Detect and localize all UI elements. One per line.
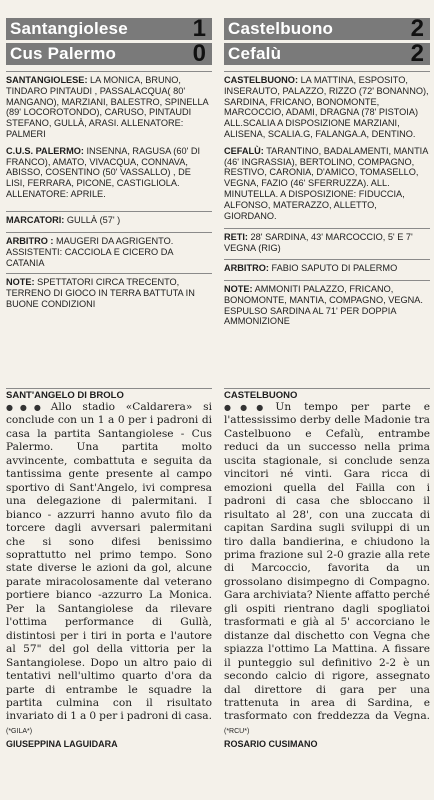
team-name: Castelbuono — [228, 19, 334, 38]
lineup-label: CASTELBUONO: — [224, 75, 299, 85]
scorers-label: MARCATORI: — [6, 215, 65, 225]
dateline: SANT'ANGELO DI BROLO — [6, 390, 124, 401]
goals-label: RETI: — [224, 232, 248, 242]
referee-text: MAUGERI DA AGRIGENTO. ASSISTENTI: CACCIOLA E CICERO DA CATANIA — [6, 236, 174, 268]
lineup-text: TARANTINO, BADALAMENTI, MANTIA (46' INGRASSIA), BERTOLINO, COMPAGNO, RESTIVO, CARONIA, D'AMICO, TOMASELLO, VEGNA, FAZIO (46' SFERRUZZA). ALL. MINUTELLA. A DISPOSIZIONE: FIDUCCIA, ALFONSO, MATERAZZO, ALLETTO, GIORDANO. — [224, 145, 428, 221]
section-divider-right — [224, 388, 430, 389]
notes-label: NOTE: — [6, 277, 35, 287]
notes-section — [6, 274, 212, 314]
article-tag: (*RCU*) — [224, 727, 250, 735]
scorers-text: GULLÀ (57' ) — [64, 215, 121, 225]
dateline: CASTELBUONO — [224, 390, 298, 401]
referee-section — [224, 260, 430, 281]
section-divider-left — [6, 388, 212, 389]
scorers-section — [6, 212, 212, 233]
author-byline: ROSARIO CUSIMANO — [224, 739, 318, 750]
bullet-dots: ●●● — [224, 403, 273, 412]
article-body — [6, 401, 212, 738]
notes-section — [224, 281, 430, 333]
lineups-section — [224, 72, 430, 229]
team-name: Cus Palermo — [10, 44, 117, 63]
notes-label: NOTE: — [224, 284, 253, 294]
team-name: Cefalù — [228, 44, 282, 63]
lineup-label: SANTANGIOLESE: — [6, 75, 88, 85]
bullet-dots: ●●● — [6, 403, 48, 412]
left-column — [6, 0, 212, 750]
lineup-text: INSENNA, RAGUSA (60' DI FRANCO), AMATO, VIVACQUA, CONNAVA, ABISSO, COSENTINO (50' VASSALLO) , DE LISI, FERRARA, PICONE, CASTIGLIOLA. ALLENATORE: APRILE. — [6, 145, 201, 199]
lineup-away — [224, 146, 430, 222]
lineup-text: LA MATTINA, ESPOSITO, INSERAUTO, PALAZZO, RIZZO (72' BONANNO), SARDINA, FRICANO, BONOMONTE, MARCOCCIO, ADAMI, DRAGNA (78' PISTOIA) ALL.SCALIA A DISPOSIZIONE MARZIANI, ALISENA, SCALIA.G, FALANGA.A, DENTINO. — [224, 75, 429, 139]
referee-label: ARBITRO : — [6, 236, 54, 246]
lineup-home — [6, 75, 212, 140]
referee-text: FABIO SAPUTO DI PALERMO — [268, 263, 398, 273]
goals-text: 28' SARDINA, 43' MARCOCCIO, 5' E 7' VEGNA (RIG) — [224, 232, 413, 253]
lineups-section — [6, 72, 212, 212]
score-row-home — [6, 15, 212, 42]
right-column — [224, 0, 430, 750]
article-body — [224, 401, 430, 738]
article-right — [224, 390, 430, 749]
lineup-label: C.U.S. PALERMO: — [6, 145, 84, 156]
lineup-label: CEFALÙ: — [224, 145, 264, 156]
team-score: 2 — [410, 40, 424, 67]
referee-label: ARBITRO: — [224, 263, 269, 273]
scoreboard-right — [224, 15, 430, 67]
author-byline: GIUSEPPINA LAGUIDARA — [6, 739, 118, 750]
team-name: Santangiolese — [10, 19, 128, 38]
score-row-away — [6, 40, 212, 67]
scoreboard-left — [6, 15, 212, 67]
article-text: Un tempo per parte e l'attessissimo derby delle Madonie tra Castelbuono e Cefalù, entrambe reduci da un successo nella prima uscita stagionale, si conclude senza vincitori né vinti. Gara ricca di emozioni quella del Failla con i padroni di casa che sbloccano il risultato al 28', con una zuccata di capitan Sardina sugli sviluppi di un tiro dalla bandierina, e chiudono la prima frazione sul 2-0 grazie alla rete di Marcoccio, favorita da un grossolano disimpegno di Compagno. Gara archiviata? Niente affatto perché gli ospiti rientrano dagli spogliatoi trasformati e già al 5' accorciano le distanze dal dischetto con Vegna che spiazza l'ottimo La Mattina. A fissare il punteggio sul definitivo 2-2 è un secondo calcio di rigore, assegnato dal direttore di gara per una trattenuta in area di Sardina, e trasformato con freddezza da Vegna. — [224, 401, 430, 723]
article-left — [6, 390, 212, 749]
team-score: 0 — [192, 40, 206, 67]
goals-section — [224, 229, 430, 260]
score-row-away — [224, 40, 430, 67]
team-score: 2 — [410, 15, 424, 42]
referee-section — [6, 233, 212, 274]
notes-text: SPETTATORI CIRCA TRECENTO, TERRENO DI GIOCO IN TERRA BATTUTA IN BUONE CONDIZIONI — [6, 277, 195, 309]
lineup-text: LA MONICA, BRUNO, TINDARO PINTAUDI , PASSALACQUA( 80' MANGANO), MARZIANI, BALESTRO, SPINELLA (89' LOCOROTONDO), CARUSO, PINTAUDI STEFANO, GULLÀ, ARASI. ALLENATORE: PALMERI — [6, 75, 209, 139]
team-score: 1 — [192, 15, 206, 42]
lineup-home — [224, 75, 430, 140]
lineup-away — [6, 146, 212, 200]
notes-text: AMMONITI PALAZZO, FRICANO, BONOMONTE, MANTIA, COMPAGNO, VEGNA. ESPULSO SARDINA AL 71' PER DOPPIA AMMONIZIONE — [224, 284, 423, 327]
article-text: Allo stadio «Caldarera» si conclude con un 1 a 0 per i padroni di casa la partita Santangiolese - Cus Palermo. Una partita molto avvincente, combattuta e seguita da tantissima gente presente al campo sportivo di Sant'Angelo, ivi compresa una delegazione di palermitani. I bianco - azzurri hanno avuto filo da torcere dagli avversari palermitani che si sono difesi benissimo soprattutto nel primo tempo. Sono state diverse le azioni da gol, alcune parate miracolosamente dal veterano portiere bianco -azzurro La Monica. Per la Santangiolese da rilevare l'ottima performance di Gullà, distintosi per i tiri in porta e l'autore al 57" del gol della vittoria per la Santangiolese. Dopo un altro paio di tentativi nell'ultimo quarto d'ora da parte di entrambe le squadre la partita culmina con il risultato invariato di 1 a 0 per i padroni di casa. — [6, 401, 212, 723]
score-row-home — [224, 15, 430, 42]
article-tag: (*GILA*) — [6, 727, 33, 735]
